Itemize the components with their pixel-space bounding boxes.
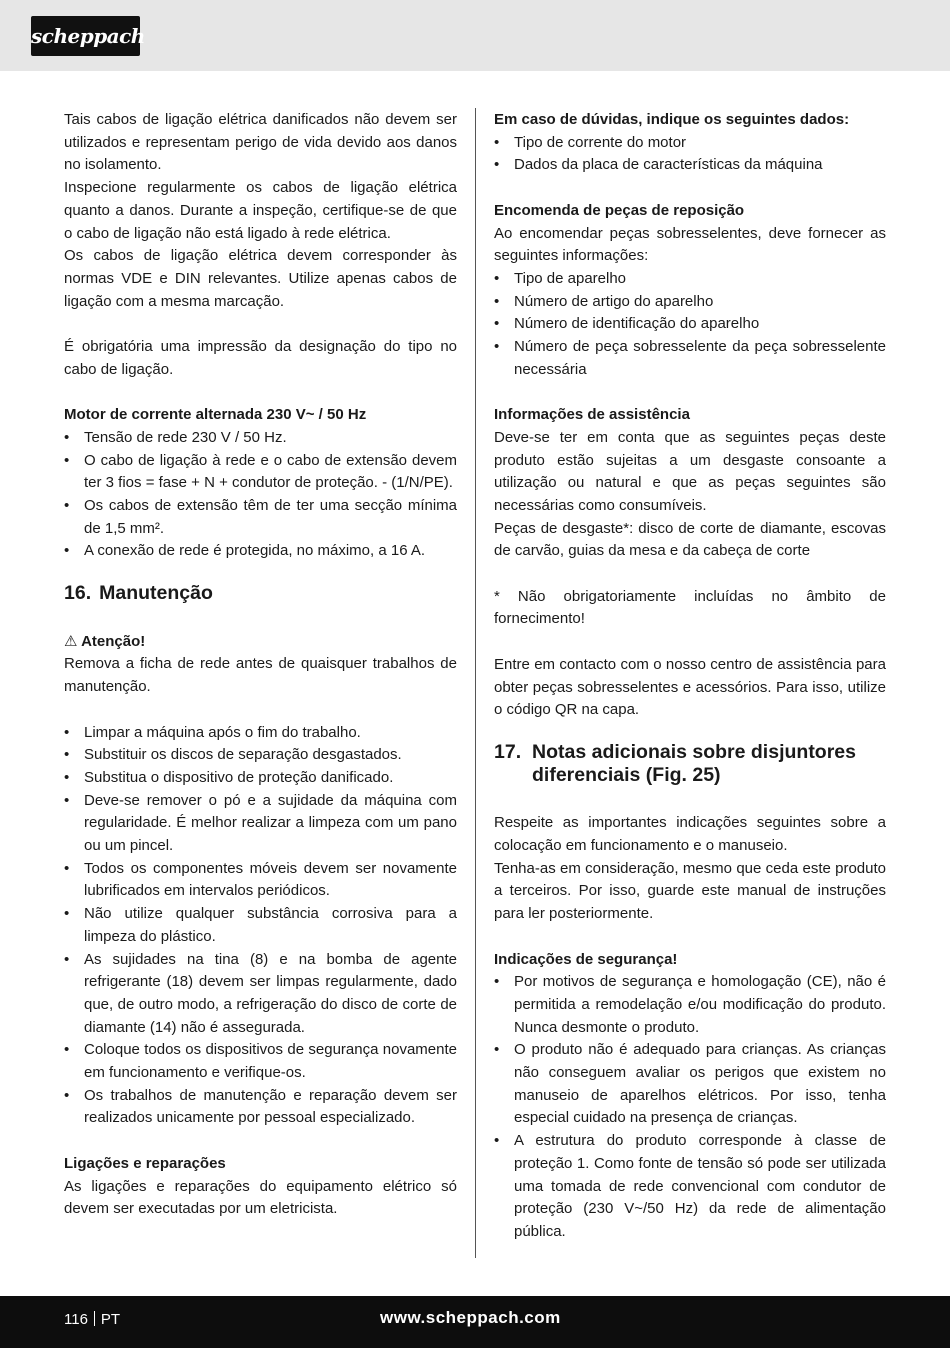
list-item: • Deve-se remover o pó e a sujidade da máquina com regularidade. É melhor realizar a limpeza com um pano ou um pincel.: [64, 790, 457, 858]
page-separator: [94, 1311, 95, 1326]
paragraph: Peças de desgaste*: disco de corte de diamante, escovas de carvão, guias da mesa e da cabeça de corte: [494, 519, 886, 560]
list-item: • A conexão de rede é protegida, no máximo, a 16 A.: [64, 540, 457, 563]
list-item: • Limpar a máquina após o fim do trabalho.: [64, 722, 457, 745]
section-number: 17.: [494, 740, 522, 763]
list-item: • Os cabos de extensão têm de ter uma secção mínima de 1,5 mm².: [64, 495, 457, 540]
list-item: • O cabo de ligação à rede e o cabo de extensão devem ter 3 fios = fase + N + condutor de proteção. - (1/N/PE).: [64, 450, 457, 495]
paragraph: Respeite as importantes indicações seguintes sobre a colocação em funcionamento e o manuseio.: [494, 814, 886, 855]
list-item: • Substitua o dispositivo de proteção danificado.: [64, 767, 457, 790]
safety-list: [494, 971, 886, 1243]
list-item: • Tipo de corrente do motor: [494, 132, 886, 155]
footnote: * Não obrigatoriamente incluídas no âmbito de fornecimento!: [494, 587, 886, 628]
doubts-heading: Em caso de dúvidas, indique os seguintes dados:: [494, 111, 850, 128]
list-item: • Os trabalhos de manutenção e reparação devem ser realizados unicamente por pessoal especializado.: [64, 1085, 457, 1130]
doubts-list: [494, 132, 886, 177]
page-header: [0, 0, 950, 71]
paragraph: Deve-se ter em conta que as seguintes peças deste produto estão sujeitas a um desgaste consoante a utilização ou natural e que as peças seguintes são necessárias como consumíveis.: [494, 428, 886, 514]
page-number: 116: [64, 1311, 88, 1328]
list-item: • A estrutura do produto corresponde à classe de proteção 1. Como fonte de tensão só pode ser utilizada uma tomada de rede convencional com condutor de proteção (230 V~/50 Hz) da rede de alimentação pública.: [494, 1130, 886, 1244]
motor-list: [64, 427, 457, 563]
maintenance-list: [64, 722, 457, 1131]
list-item: • Todos os componentes móveis devem ser novamente lubrificados em intervalos periódicos.: [64, 858, 457, 903]
list-item: • O produto não é adequado para crianças. As crianças não conseguem avaliar os perigos que existem no manuseio de aparelhos elétricos. Por isso, tenha especial cuidado na presença de crianças.: [494, 1039, 886, 1130]
paragraph: As ligações e reparações do equipamento elétrico só devem ser executadas por um eletricista.: [64, 1177, 457, 1218]
list-item: • Dados da placa de características da máquina: [494, 154, 886, 177]
paragraph: É obrigatória uma impressão da designação do tipo no cabo de ligação.: [64, 338, 457, 378]
warning-heading: [64, 631, 457, 654]
page-info: [64, 1311, 120, 1328]
list-item: • Tipo de aparelho: [494, 268, 886, 291]
website-url: www.scheppach.com: [380, 1308, 561, 1327]
connections-heading: Ligações e reparações: [64, 1154, 226, 1172]
section-number: 16.: [64, 582, 92, 605]
motor-heading: Motor de corrente alternada 230 V~ / 50 Hz: [64, 406, 367, 424]
language-code: PT: [100, 1311, 121, 1328]
list-item: • Número de artigo do aparelho: [494, 291, 886, 314]
column-divider: [475, 108, 476, 1258]
paragraph: Os cabos de ligação elétrica devem corresponder às normas VDE e DIN relevantes. Utilize apenas cabos de ligação com a mesma marcação.: [64, 247, 457, 310]
paragraph: Entre em contacto com o nosso centro de assistência para obter peças sobresselentes e acessórios. Para isso, utilize o código QR na capa.: [494, 655, 886, 719]
page-footer: [0, 1296, 950, 1348]
list-item: • Tensão de rede 230 V / 50 Hz.: [64, 427, 457, 450]
warning-text: Remova a ficha de rede antes de quaisquer trabalhos de manutenção.: [64, 655, 457, 696]
list-item: • Coloque todos os dispositivos de segurança novamente em funcionamento e verifique-os.: [64, 1039, 457, 1084]
brand-logo: scheppach: [31, 16, 140, 56]
service-heading: Informações de assistência: [494, 406, 690, 424]
section-title: Notas adicionais sobre disjuntores diferenciais (Fig. 25): [532, 740, 856, 786]
section-16-heading: [64, 582, 457, 605]
list-item: • Não utilize qualquer substância corrosiva para a limpeza do plástico.: [64, 903, 457, 948]
paragraph: Ao encomendar peças sobresselentes, deve fornecer as seguintes informações:: [494, 224, 886, 265]
parts-heading: Encomenda de peças de reposição: [494, 201, 745, 219]
paragraph: Tais cabos de ligação elétrica danificados não devem ser utilizados e representam perigo de vida devido aos danos no isolamento.: [64, 111, 457, 174]
paragraph: Tenha-as em consideração, mesmo que ceda este produto a terceiros. Por isso, guarde este manual de instruções para ler posteriormente.: [494, 859, 886, 923]
section-title: Manutenção: [99, 582, 213, 605]
list-item: • Número de peça sobresselente da peça sobresselente necessária: [494, 336, 886, 381]
parts-list: [494, 268, 886, 382]
right-column: [494, 109, 886, 1244]
safety-heading: Indicações de segurança!: [494, 950, 678, 968]
warning-label: Atenção!: [81, 632, 146, 650]
section-17-heading: [494, 741, 886, 786]
paragraph: Inspecione regularmente os cabos de ligação elétrica quanto a danos. Durante a inspeção, certifique-se de que o cabo de ligação não está ligado à rede elétrica.: [64, 179, 457, 242]
list-item: • Por motivos de segurança e homologação (CE), não é permitida a remodelação e/ou modificação do produto. Nunca desmonte o produto.: [494, 971, 886, 1039]
left-column: [64, 109, 457, 1221]
list-item: • As sujidades na tina (8) e na bomba de agente refrigerante (18) devem ser limpas regularmente, dado que, de outro modo, a refrigeração do disco de corte de diamante (14) não é assegurada.: [64, 949, 457, 1040]
list-item: • Número de identificação do aparelho: [494, 313, 886, 336]
warning-icon: ⚠: [64, 632, 78, 650]
list-item: • Substituir os discos de separação desgastados.: [64, 744, 457, 767]
